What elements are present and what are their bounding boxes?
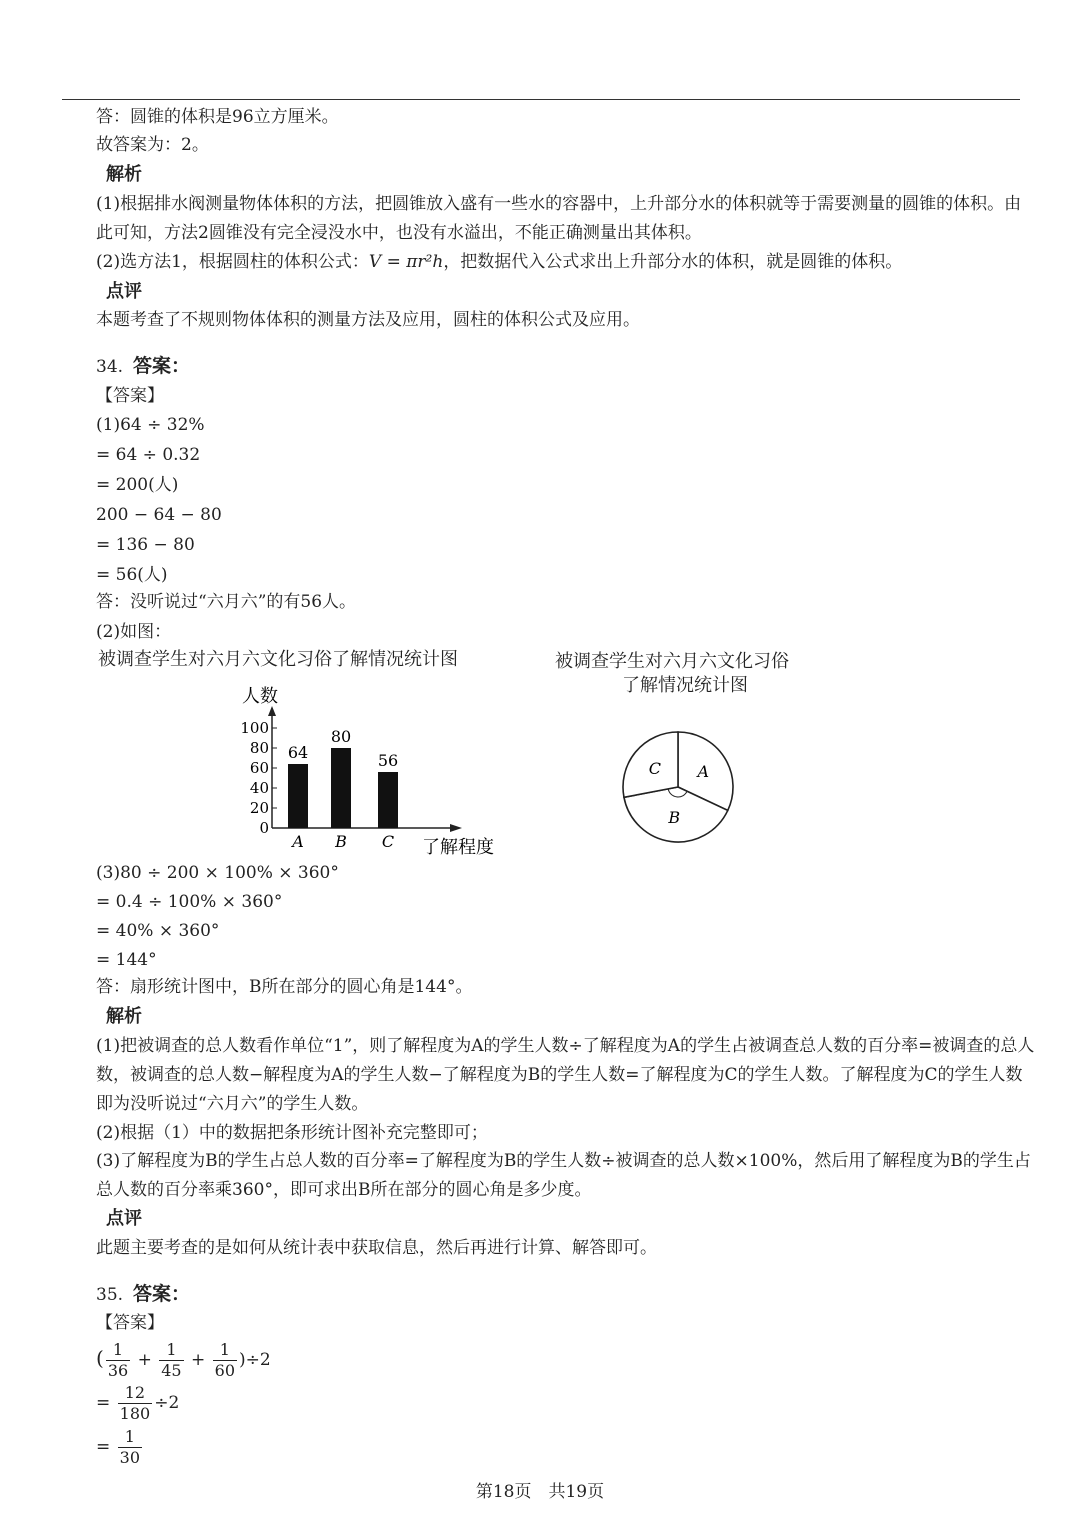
pie-label-A: A	[697, 761, 710, 781]
analysis-heading: 解析	[106, 164, 142, 185]
pie-label-B: B	[668, 807, 681, 827]
pie-chart	[610, 720, 750, 850]
y-tick-label: 0	[259, 819, 269, 837]
bar-value-label: 64	[287, 743, 309, 762]
calc-line: = 64 ÷ 0.32	[96, 445, 201, 465]
bar-C	[378, 772, 398, 828]
analysis-paragraph-2: (2)选方法1，根据圆柱的体积公式：V = πr²h，把数据代入公式求出上升部分水的体积，就是圆锥的体积。	[96, 252, 903, 272]
y-tick-label: 80	[249, 739, 269, 757]
y-axis-arrow	[268, 706, 276, 716]
comment-heading: 点评	[106, 281, 142, 302]
bar-value-label: 56	[377, 751, 399, 770]
pie-chart-title-line-1: 被调查学生对六月六文化习俗	[555, 651, 789, 672]
fraction-12-180: $\frac{12}{180}$	[119, 1383, 151, 1423]
y-tick-label: 60	[249, 759, 269, 777]
pie-chart-title-line-2: 了解情况统计图	[622, 675, 748, 696]
comment-text-2: 此题主要考查的是如何从统计表中获取信息，然后再进行计算、解答即可。	[96, 1238, 657, 1258]
page-footer: 第18页 共19页	[475, 1482, 605, 1502]
calc-line: = 40% × 360°	[96, 921, 220, 941]
calc-line: = 0.4 ÷ 100% × 360°	[96, 892, 283, 912]
fraction-line-1: ( $\frac{1}{36}$ + $\frac{1}{45}$ + $\frac{1}{60}$ )÷2	[96, 1340, 271, 1380]
category-label: A	[292, 832, 304, 851]
calc-line: = 144°	[96, 950, 157, 970]
fraction-1-30: $\frac{1}{30}$	[119, 1427, 141, 1467]
analysis-paragraph-1: (1)根据排水阀测量物体体积的方法，把圆锥放入盛有一些水的容器中，上升部分水的体积就等于需要测量的圆锥的体积。由此可知，方法2圆锥没有完全浸没水中，也没有水溢出，不能正确测量出其体积。	[96, 194, 1022, 243]
calc-line: = 136 − 80	[96, 535, 195, 555]
calc-line: (1)64 ÷ 32%	[96, 415, 205, 435]
comment-heading-2: 点评	[106, 1208, 142, 1229]
fraction-1-36: $\frac{1}{36}$	[107, 1340, 129, 1380]
y-axis-label: 人数	[242, 686, 278, 707]
analysis-heading-2: 解析	[106, 1006, 142, 1027]
answer-part-1: 答：没听说过“六月六”的有56人。	[96, 592, 357, 612]
calc-line: 200 − 64 − 80	[96, 505, 222, 525]
question-35-header: 35. 答案：	[96, 1283, 191, 1305]
y-tick-label: 100	[240, 719, 269, 737]
volume-formula: V = πr²h	[368, 252, 444, 272]
analysis2-paragraph-2: (2)根据（1）中的数据把条形统计图补充完整即可；	[96, 1123, 488, 1143]
answer-line: 答：圆锥的体积是96立方厘米。	[96, 107, 339, 127]
bar-chart	[220, 676, 520, 866]
fraction-1-45: $\frac{1}{45}$	[161, 1340, 182, 1380]
comment-text: 本题考查了不规则物体体积的测量方法及应用，圆柱的体积公式及应用。	[96, 310, 640, 330]
answer-bracket-35: 【答案】	[96, 1313, 164, 1333]
question-34-header: 34. 答案：	[96, 355, 191, 377]
analysis2-paragraph-1: (1)把被调查的总人数看作单位“1”，则了解程度为A的学生人数÷了解程度为A的学生占被调查总人数的百分率=被调查的总人数，被调查的总人数−解程度为A的学生人数−了解程度为B的学生人数=了解程度为C的学生人数。了解程度为C的学生人数即为没听说过“六月六”的学生人数。	[96, 1036, 1035, 1114]
part-2-label: (2)如图：	[96, 622, 172, 642]
x-axis-label: 了解程度	[422, 837, 494, 858]
pie-label-C: C	[648, 758, 662, 778]
header-rule	[62, 99, 1020, 100]
answer-bracket: 【答案】	[96, 386, 164, 406]
bar-B	[331, 748, 351, 828]
bar-A	[288, 764, 308, 828]
bar-value-label: 80	[330, 727, 352, 746]
y-tick-label: 40	[249, 779, 269, 797]
fraction-line-2: = $\frac{12}{180}$ ÷2	[96, 1383, 180, 1423]
calc-line: (3)80 ÷ 200 × 100% × 360°	[96, 863, 339, 883]
category-label: C	[381, 832, 395, 851]
x-axis-arrow	[450, 824, 462, 832]
analysis2-paragraph-3: (3)了解程度为B的学生占总人数的百分率=了解程度为B的学生人数÷被调查的总人数×100%，然后用了解程度为B的学生占总人数的百分率乘360°，即可求出B所在部分的圆心角是多少度。	[96, 1151, 1031, 1200]
fraction-1-60: $\frac{1}{60}$	[214, 1340, 236, 1380]
fraction-line-3: = $\frac{1}{30}$	[96, 1427, 141, 1467]
so-answer-line: 故答案为：2。	[96, 135, 209, 155]
answer-part-3: 答：扇形统计图中，B所在部分的圆心角是144°。	[96, 977, 473, 997]
calc-line: = 200(人)	[96, 475, 179, 495]
category-label: B	[335, 832, 347, 851]
calc-line: = 56(人)	[96, 565, 168, 585]
y-tick-label: 20	[249, 799, 269, 817]
bar-chart-title: 被调查学生对六月六文化习俗了解情况统计图	[98, 649, 458, 670]
